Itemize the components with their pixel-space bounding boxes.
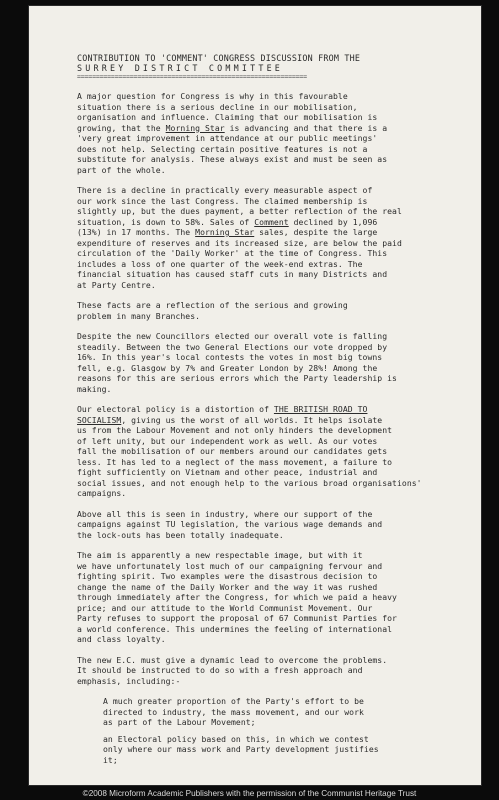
document-title-line-2: SURREY DISTRICT COMMITTEE: [77, 63, 284, 73]
paragraph-3: These facts are a reflection of the serious and growing problem in many Branches.: [77, 300, 348, 321]
paragraph-4: Despite the new Councillors elected our overall vote is falling steadily. Between the two General Elections our vote dropped by 16%. In this year's local contests the votes in most big towns fell, e.g. Glasgow by 7% and Greater London by 28%! Among the reasons for this are serious errors which the Party leadership is making.: [77, 331, 397, 394]
title-underline-rule: =============================================================: [77, 75, 307, 79]
document-title-line-1: CONTRIBUTION TO 'COMMENT' CONGRESS DISCUSSION FROM THE: [77, 53, 361, 63]
paragraph-5: Our electoral policy is a distortion of THE BRITISH ROAD TO SOCIALISM, giving us the worst of all worlds. It helps isolate us from the Labour Movement and not only hinders the development of left unity, but our independent work as well. As our votes fall the mobilisation of our members around our candidates gets less. It has led to a neglect of the mass movement, a failure to fight sufficiently on Vietnam and other peace, industrial and social issues, and not enough help to the various broad organisations' campaigns.: [77, 404, 422, 498]
paragraph-6: Above all this is seen in industry, where our support of the campaigns against TU legislation, the various wage demands and the lock-outs has been totally inadequate.: [77, 508, 383, 540]
paragraph-1: A major question for Congress is why in this favourable situation there is a serious decline in our mobilisation, organisation and influence. Claiming that our mobilisation is growing, that the Morning Star is advancing and that there is a 'very great improvement in attendance at our public meetings' does not help. Selecting certain positive features is not a substitute for analysis. These always exist and must be seen as part of the whole.: [77, 91, 388, 175]
document-body: [77, 53, 467, 771]
list-item: A much greater proportion of the Party's effort to be directed to industry, the mass movement, and our work as part of the Labour Movement;: [103, 696, 364, 727]
list-item: an Electoral policy based on this, in which we contest only where our mass work and Party development justifies it;: [103, 733, 379, 765]
copyright-footer: ©2008 Microform Academic Publishers with the permission of the Communist Heritage Trust: [82, 789, 417, 798]
document-page: [29, 6, 481, 785]
paragraph-2: There is a decline in practically every measurable aspect of our work since the last Congress. The claimed membership is slightly up, but the dues payment, a better reflection of the real situation, is down to 58%. Sales of Comment declined by 1,096 (13%) in 17 months. The Morning Star sales, despite the large expenditure of reserves and its increased size, are below the paid circulation of the 'Daily Worker' at the time of Congress. This includes a loss of one quarter of the week-end extras. The financial situation has caused staff cuts in many Districts and at Party Centre.: [77, 185, 402, 290]
proposal-list: [103, 696, 467, 765]
paragraph-7: The aim is apparently a new respectable image, but with it we have unfortunately lost much of our campaigning fervour and fighting spirit. Two examples were the disastrous decision to change the name of the Daily Worker and the way it was rushed through immediately after the Congress, for which we paid a heavy price; and our attitude to the World Communist Movement. Our Party refuses to support the proposal of 67 Communist Parties for a world conference. This undermines the feeling of international and class loyalty.: [77, 550, 397, 644]
paragraph-8: The new E.C. must give a dynamic lead to overcome the problems. It should be instructed to do so with a fresh approach and emphasis, including:-: [77, 654, 388, 686]
